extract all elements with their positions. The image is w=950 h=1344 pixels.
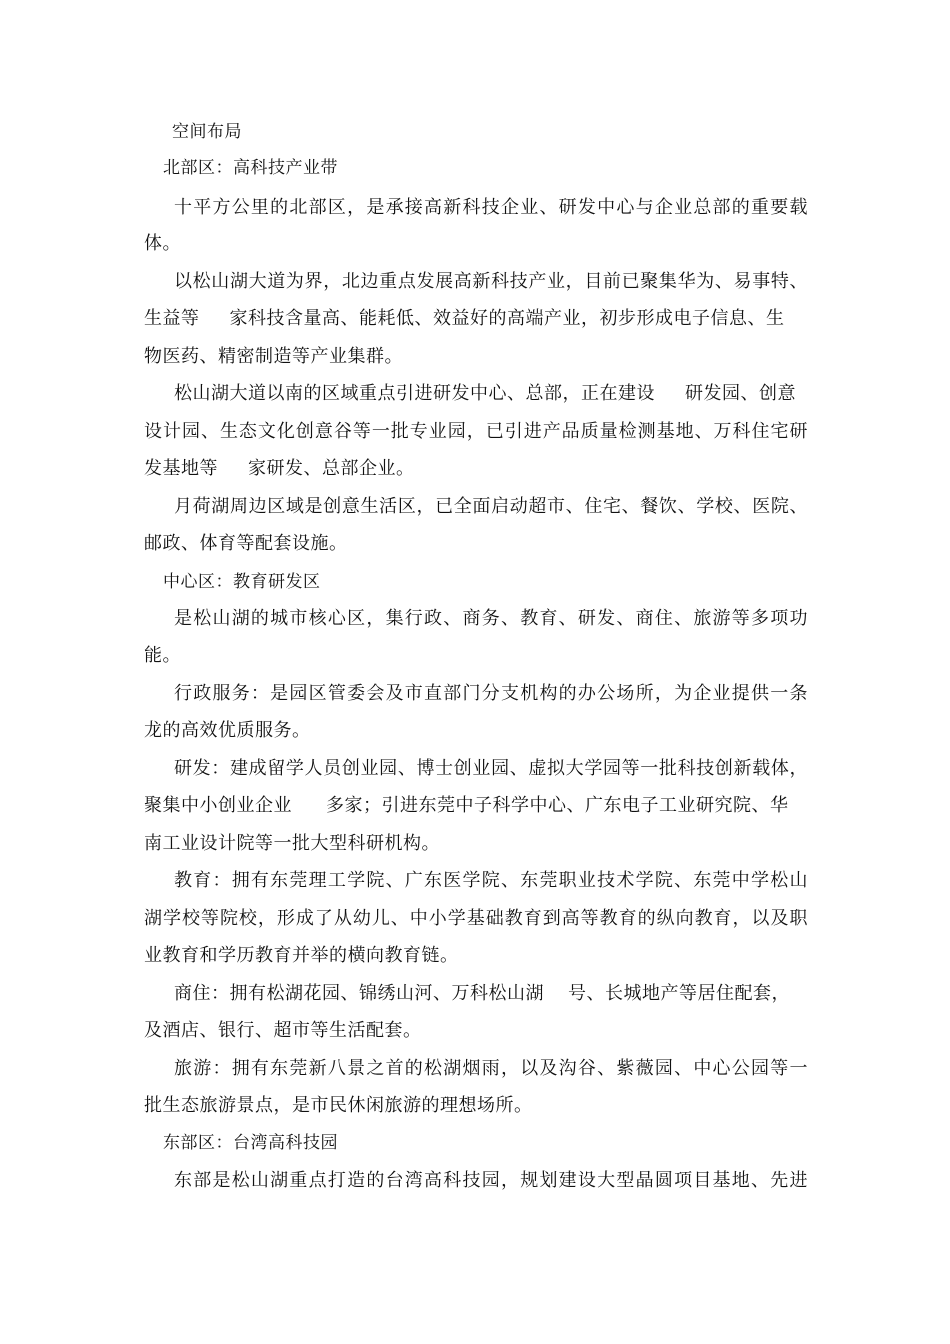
center-heading: 中心区：教育研发区 (163, 572, 321, 592)
center-p3-line1: 研发：建成留学人员创业园、博士创业园、虚拟大学园等一批科技创新载体， (174, 758, 808, 779)
section-title: 空间布局 (172, 122, 242, 142)
north-p1-line1: 十平方公里的北部区，是承接高新科技企业、研发中心与企业总部的重要载 (174, 197, 808, 218)
center-p5-line1 (144, 982, 808, 1006)
center-p3-seg2: 多家；引进东莞中子科学中心、广东电子工业研究院、华 (326, 795, 789, 816)
north-p3-seg4: 家研发、总部企业。 (248, 458, 415, 479)
north-p3-line2: 设计园、生态文化创意谷等一批专业园，已引进产品质量检测基地、万科住宅研 (144, 421, 808, 442)
north-p1-line2: 体。 (144, 233, 181, 254)
center-p3-line2 (144, 794, 808, 818)
north-p3-line1 (144, 382, 808, 406)
center-p6-line2: 批生态旅游景点，是市民休闲旅游的理想场所。 (144, 1095, 533, 1116)
north-p4-line1: 月荷湖周边区域是创意生活区，已全面启动超市、住宅、餐饮、学校、医院、 (174, 496, 808, 517)
center-p5-seg2: 号、长城地产等居住配套， (568, 983, 790, 1004)
center-p1-line1: 是松山湖的城市核心区，集行政、商务、教育、研发、商住、旅游等多项功 (174, 608, 808, 629)
center-p5-line2: 及酒店、银行、超市等生活配套。 (144, 1020, 422, 1041)
east-p1-line1: 东部是松山湖重点打造的台湾高科技园，规划建设大型晶圆项目基地、先进 (174, 1170, 808, 1191)
center-p1-line2: 能。 (144, 645, 181, 666)
north-p4-line2: 邮政、体育等配套设施。 (144, 533, 348, 554)
north-p2-line3: 物医药、精密制造等产业集群。 (144, 346, 403, 367)
center-p2-line1: 行政服务：是园区管委会及市直部门分支机构的办公场所，为企业提供一条 (174, 683, 808, 704)
north-p2-line1: 以松山湖大道为界，北边重点发展高新科技产业，目前已聚集华为、易事特、 (174, 271, 808, 292)
east-heading: 东部区：台湾高科技园 (163, 1133, 338, 1153)
north-p3-seg2: 研发园、创意 (685, 383, 796, 404)
north-p3-seg3: 发基地等 (144, 458, 218, 479)
north-p3-seg1: 松山湖大道以南的区域重点引进研发中心、总部，正在建设 (174, 383, 655, 404)
center-p2-line2: 龙的高效优质服务。 (144, 720, 311, 741)
center-p3-line3: 南工业设计院等一批大型科研机构。 (144, 833, 440, 854)
north-heading: 北部区：高科技产业带 (163, 158, 338, 178)
center-p4-line3: 业教育和学历教育并举的横向教育链。 (144, 945, 459, 966)
north-p3-line3 (144, 457, 808, 481)
north-p2-seg1: 生益等 (144, 308, 200, 329)
center-p4-line2: 湖学校等院校，形成了从幼儿、中小学基础教育到高等教育的纵向教育，以及职 (144, 908, 808, 929)
center-p6-line1: 旅游：拥有东莞新八景之首的松湖烟雨，以及沟谷、紫薇园、中心公园等一 (174, 1058, 808, 1079)
center-p4-line1: 教育：拥有东莞理工学院、广东医学院、东莞职业技术学院、东莞中学松山 (174, 870, 808, 891)
center-p5-seg1: 商住：拥有松湖花园、锦绣山河、万科松山湖 (174, 983, 544, 1004)
north-p2-seg2: 家科技含量高、能耗低、效益好的高端产业，初步形成电子信息、生 (229, 308, 785, 329)
center-p3-seg1: 聚集中小创业企业 (144, 795, 292, 816)
north-p2-line2 (144, 307, 808, 331)
